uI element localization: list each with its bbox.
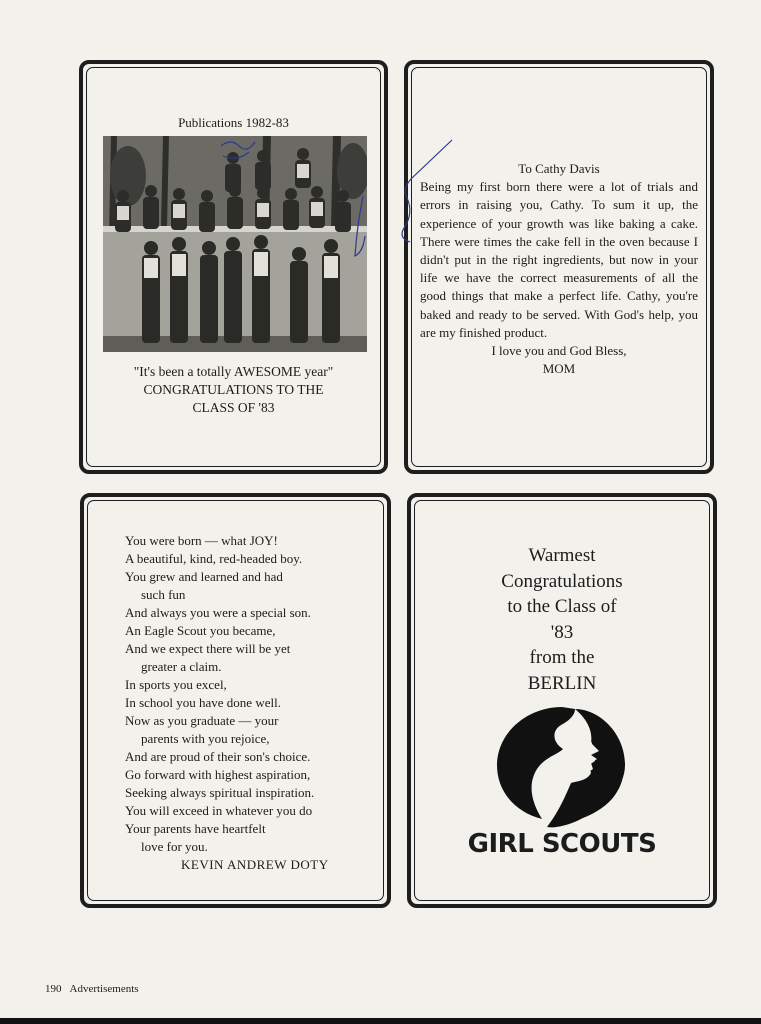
message-line: '83 — [550, 621, 574, 643]
quote-line: CLASS OF '83 — [192, 400, 275, 415]
poem-ad — [80, 493, 391, 908]
girl-scouts-trefoil-profiles-icon — [487, 703, 637, 831]
publications-ad-frame — [86, 67, 381, 467]
page-footer — [45, 983, 147, 995]
quote-line: "It's been a totally AWESOME year" — [133, 364, 334, 379]
publications-quote — [87, 363, 380, 417]
poem-line: Seeking always spiritual inspiration. — [125, 785, 315, 800]
poem-line: such fun — [141, 587, 186, 602]
poem-line: In sports you excel, — [125, 677, 227, 692]
message-line: from the — [529, 647, 595, 668]
publications-caption: Publications 1982-83 — [178, 115, 289, 130]
poem-ad-frame — [87, 500, 384, 901]
scan-edge — [0, 1018, 761, 1024]
message-line: BERLIN — [527, 672, 597, 694]
page-number: 190 — [45, 983, 62, 995]
message-line: Warmest — [528, 545, 596, 566]
poem-line: greater a claim. — [141, 659, 222, 674]
poem-line: Now as you graduate — your — [125, 713, 279, 728]
poem-line: And always you were a special son. — [125, 605, 311, 620]
publications-ad — [79, 60, 388, 474]
message-line: Congratulations — [501, 570, 623, 592]
poem-line: Your parents have heartfelt — [125, 821, 266, 836]
quote-line: CONGRATULATIONS TO THE — [143, 382, 324, 397]
letter-greeting: To Cathy Davis — [518, 161, 600, 176]
letter-body: Being my first born there were a lot of trials and errors in raising you, Cathy. To sum it up, the experience of your growth was like baking a cake. There were times the cake fell in the oven because I didn't put in the right ingredients, but now in your life we have the correct measurements of all the good things that make a perfect life. Cathy, you're baked and ready to be served. With God's help, you are my finished product. — [420, 179, 698, 340]
poem-line: A beautiful, kind, red-headed boy. — [125, 551, 303, 566]
poem-line: In school you have done well. — [125, 695, 281, 710]
section-name: Advertisements — [69, 983, 139, 995]
girl-scouts-message — [415, 543, 709, 696]
girl-scouts-ad-frame — [414, 500, 710, 901]
girl-scouts-ad — [407, 493, 717, 908]
poem-text — [125, 532, 329, 874]
letter-ad — [404, 60, 714, 474]
poem-author: KEVIN ANDREW DOTY — [181, 857, 329, 872]
letter-closing: I love you and God Bless, — [491, 343, 627, 359]
letter-text — [420, 160, 698, 378]
poem-line: You were born — what JOY! — [125, 533, 278, 548]
publications-group-photo — [103, 136, 367, 352]
message-line: to the Class of — [507, 596, 617, 617]
letter-ad-frame — [411, 67, 707, 467]
poem-line: Go forward with highest aspiration, — [125, 767, 311, 782]
poem-line: You grew and learned and had — [125, 569, 283, 584]
poem-line: And we expect there will be yet — [125, 641, 291, 656]
poem-line: You will exceed in whatever you do — [125, 803, 313, 818]
letter-signature: MOM — [542, 361, 576, 377]
poem-line: An Eagle Scout you became, — [125, 623, 276, 638]
girl-scouts-wordmark: GIRL SCOUTS — [467, 829, 657, 859]
poem-line: love for you. — [141, 839, 208, 854]
poem-line: And are proud of their son's choice. — [125, 749, 311, 764]
poem-line: parents with you rejoice, — [141, 731, 270, 746]
